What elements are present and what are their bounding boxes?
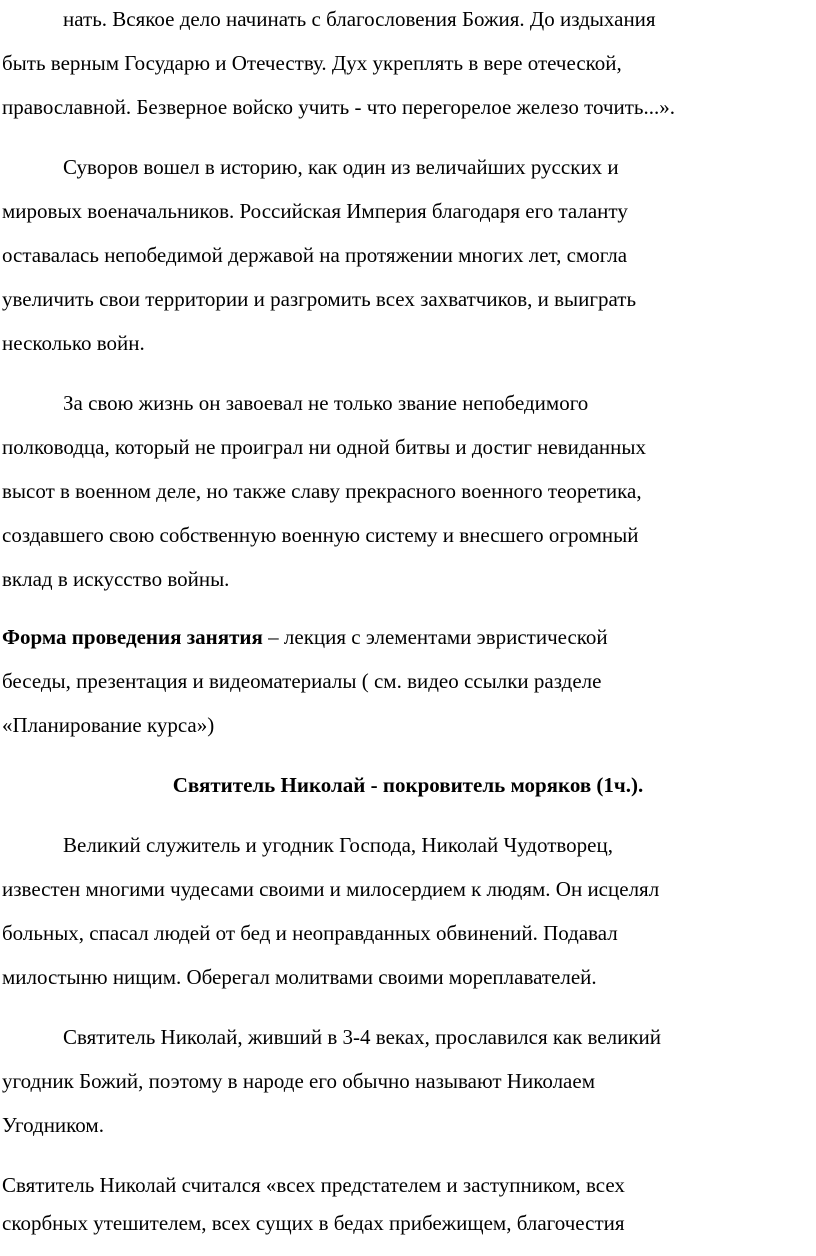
text-line: увеличить свои территории и разгромить всех захватчиков, и выиграть [2, 287, 637, 311]
text-line: милостыню нищим. Оберегал молитвами своими мореплавателей. [2, 965, 597, 989]
text-line: нать. Всякое дело начинать с благословения Божия. До издыхания [63, 7, 656, 31]
text-line: создавшего свою собственную военную систему и внесшего огромный [2, 523, 639, 547]
text-line: больных, спасал людей от бед и неоправданных обвинений. Подавал [2, 921, 618, 945]
text-line: Суворов вошел в историю, как один из величайших русских и [63, 155, 619, 179]
text-line: полководца, который не проиграл ни одной битвы и достиг невиданных [2, 435, 646, 459]
lesson-form-label: Форма проведения занятия [2, 625, 263, 649]
text-line: Великий служитель и угодник Господа, Николай Чудотворец, [63, 833, 613, 857]
text-line: Угодником. [2, 1113, 104, 1137]
text-line: Святитель Николай, живший в 3-4 веках, прославился как великий [63, 1025, 662, 1049]
text-line: беседы, презентация и видеоматериалы ( см. видео ссылки разделе [2, 669, 602, 693]
section-heading: Святитель Николай - покровитель моряков (1ч.). [172, 773, 644, 797]
text-line: несколько войн. [2, 331, 145, 355]
text-line: вклад в искусство войны. [2, 567, 230, 591]
text-line: высот в военном деле, но также славу прекрасного военного теоретика, [2, 479, 642, 503]
lesson-form-text: – лекция с элементами эвристической [262, 625, 608, 649]
text-line: угодник Божий, поэтому в народе его обычно называют Николаем [2, 1069, 595, 1093]
text-line: известен многими чудесами своими и милосердием к людям. Он исцелял [2, 877, 660, 901]
text-line: «Планирование курса») [2, 713, 215, 737]
text-line: быть верным Государю и Отечеству. Дух укреплять в вере отеческой, [2, 51, 622, 75]
text-line: мировых военачальников. Российская Империя благодаря его таланту [2, 199, 628, 223]
lesson-form-line [2, 624, 608, 650]
text-line: За свою жизнь он завоевал не только звание непобедимого [63, 391, 589, 415]
text-line: Святитель Николай считался «всех предстателем и заступником, всех [2, 1173, 625, 1197]
text-line: православной. Безверное войско учить - что перегорелое железо точить...». [2, 95, 675, 119]
text-line: оставалась непобедимой державой на протяжении многих лет, смогла [2, 243, 628, 267]
text-line: скорбных утешителем, всех сущих в бедах прибежищем, благочестия [2, 1211, 625, 1235]
